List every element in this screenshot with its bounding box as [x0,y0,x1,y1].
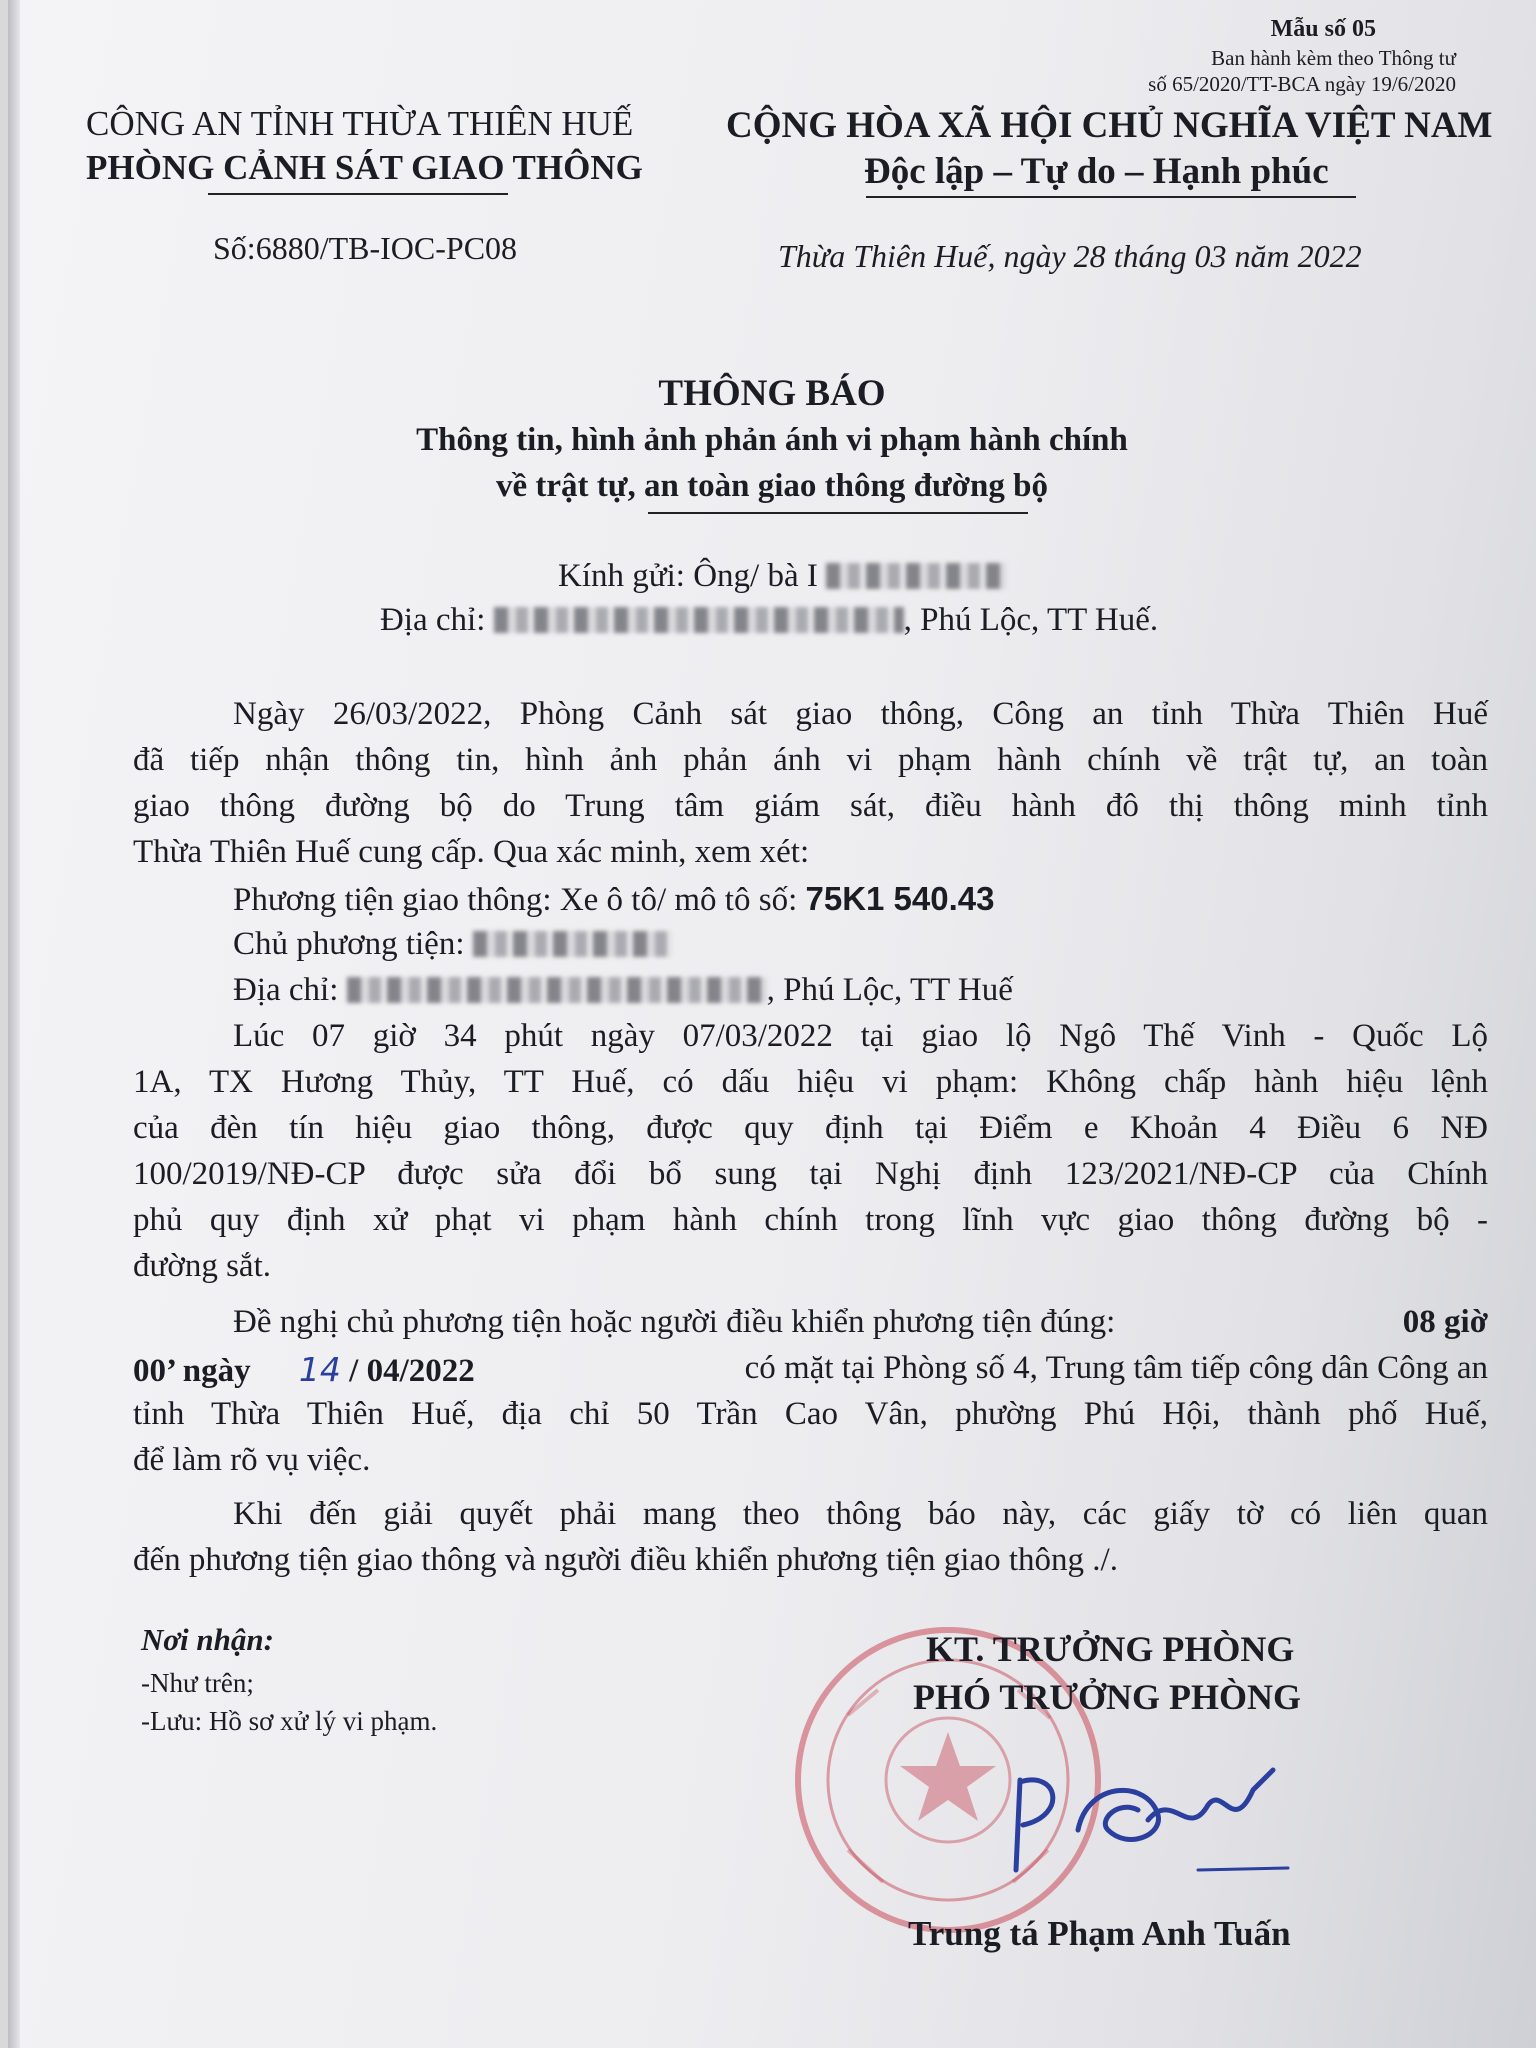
signature-title-2: PHÓ TRƯỞNG PHÒNG [913,1677,1302,1717]
vehicle-line [233,880,995,919]
agency-line-1: CÔNG AN TỈNH THỪA THIÊN HUẾ [86,104,634,143]
p3-line-1 [233,1304,1488,1341]
agency-line-2: PHÒNG CẢNH SÁT GIAO THÔNG [86,148,643,187]
owner-address-tail: , Phú Lộc, TT Huế [766,972,1013,1008]
greeting-text: Kính gửi: Ông/ bà I [558,558,818,594]
vehicle-plate: 75K1 540.43 [805,880,995,917]
addressee-greeting [558,558,1006,595]
document-subtitle-1: Thông tin, hình ảnh phản ánh vi phạm hành chính [416,422,1128,458]
p3-line-2-text: có mặt tại Phòng số 4, Trung tâm tiếp công dân Công an [744,1350,1488,1386]
p3-line-2 [133,1350,1488,1390]
address-tail: , Phú Lộc, TT Huế. [903,602,1159,638]
p2-line-6: đường sắt. [133,1248,271,1284]
recipients-heading: Nơi nhận: [141,1622,274,1657]
p3-line-3: tỉnh Thừa Thiên Huế, địa chỉ 50 Trần Cao Vân, phường Phú Hội, thành phố Huế, [133,1396,1488,1432]
handwritten-day: 14 [298,1350,341,1389]
address-label: Địa chỉ: [380,602,486,638]
appointment-hour: 08 giờ [1402,1304,1488,1340]
redacted-owner [473,931,673,957]
signer-name: Trung tá Phạm Anh Tuấn [908,1914,1291,1953]
p3-line-4: để làm rõ vụ việc. [133,1442,371,1478]
recipient-2: -Lưu: Hồ sơ xử lý vi phạm. [141,1706,438,1736]
owner-line [233,926,673,963]
place-and-date: Thừa Thiên Huế, ngày 28 tháng 03 năm 2022 [778,238,1362,274]
p2-line-3: của đèn tín hiệu giao thông, được quy định tại Điểm e Khoản 4 Điều 6 NĐ [133,1110,1488,1146]
p2-line-4: 100/2019/NĐ-CP được sửa đổi bổ sung tại Nghị định 123/2021/NĐ-CP của Chính [133,1156,1488,1192]
agency-underline [208,193,508,195]
document-title: THÔNG BÁO [658,373,886,414]
p1-line-3: giao thông đường bộ do Trung tâm giám sát, điều hành đô thị thông minh tỉnh [133,788,1488,824]
nation-line-2: Độc lập – Tự do – Hạnh phúc [864,151,1329,192]
form-number: Mẫu số 05 [1270,16,1376,42]
p3-line-1-text: Đề nghị chủ phương tiện hoặc người điều khiển phương tiện đúng: [233,1304,1116,1340]
handwritten-signature [998,1760,1298,1890]
title-underline [648,512,1028,514]
addressee-address [380,602,1158,639]
appointment-month-year: / 04/2022 [349,1353,475,1389]
p2-line-1: Lúc 07 giờ 34 phút ngày 07/03/2022 tại giao lộ Ngô Thế Vinh - Quốc Lộ [233,1018,1488,1054]
redacted-name [826,563,1006,589]
nation-line-1: CỘNG HÒA XÃ HỘI CHỦ NGHĨA VIỆT NAM [726,105,1493,146]
motto-underline [866,196,1356,198]
p1-line-2: đã tiếp nhận thông tin, hình ảnh phản ánh vi phạm hành chính về trật tự, an toàn [133,742,1488,778]
owner-address-line [233,972,1013,1009]
p4-line-1: Khi đến giải quyết phải mang theo thông báo này, các giấy tờ có liên quan [233,1496,1488,1532]
p4-line-2: đến phương tiện giao thông và người điều khiển phương tiện giao thông ./. [133,1542,1118,1578]
document-number: Số:6880/TB-IOC-PC08 [213,230,518,266]
redacted-address [494,607,904,633]
owner-label: Chủ phương tiện: [233,926,465,962]
document-page [8,0,1536,2048]
form-note-2: số 65/2020/TT-BCA ngày 19/6/2020 [1148,72,1456,96]
page-edge [8,0,20,2048]
appointment-minute: 00’ ngày [133,1353,251,1389]
vehicle-label: Phương tiện giao thông: Xe ô tô/ mô tô số: [233,882,798,918]
document-subtitle-2: về trật tự, an toàn giao thông đường bộ [495,468,1048,504]
p1-line-4: Thừa Thiên Huế cung cấp. Qua xác minh, xem xét: [133,834,810,870]
p2-line-2: 1A, TX Hương Thủy, TT Huế, có dấu hiệu vi phạm: Không chấp hành hiệu lệnh [133,1064,1488,1100]
signature-title-1: KT. TRƯỞNG PHÒNG [926,1629,1295,1669]
owner-address-label: Địa chỉ: [233,972,339,1008]
p1-line-1: Ngày 26/03/2022, Phòng Cảnh sát giao thông, Công an tỉnh Thừa Thiên Huế [233,696,1488,732]
redacted-owner-address [347,977,767,1003]
recipient-1: -Như trên; [141,1668,254,1698]
p2-line-5: phủ quy định xử phạt vi phạm hành chính trong lĩnh vực giao thông đường bộ - [133,1202,1488,1238]
form-note-1: Ban hành kèm theo Thông tư [1211,46,1456,70]
